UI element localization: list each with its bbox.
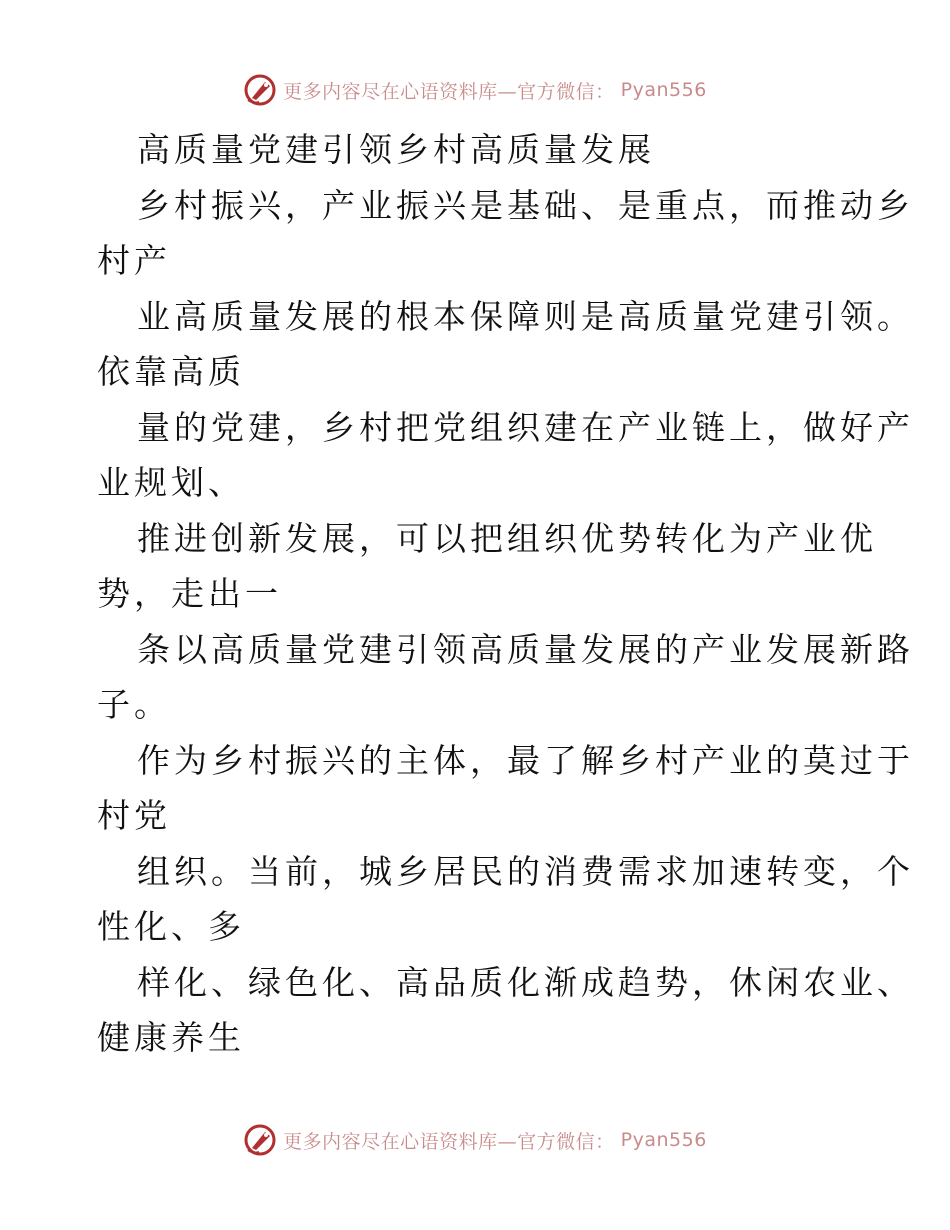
document-body (97, 122, 914, 1066)
text-line: 业规划、 (97, 463, 245, 502)
pen-nib-circle-logo-icon (243, 73, 277, 107)
text-line: 量的党建，乡村把党组织建在产业链上，做好产 (137, 407, 914, 447)
text-line: 健康养生 (97, 1018, 245, 1057)
banner-wechat-id: Pyan556 (620, 1129, 707, 1151)
text-line: 组织。当前，城乡居民的消费需求加速转变，个 (137, 851, 914, 891)
banner-text: 更多内容尽在心语资料库—官方微信： (283, 1130, 615, 1153)
pen-nib-circle-logo-icon (243, 1123, 277, 1157)
text-line: 子。 (97, 685, 171, 724)
header-banner (0, 70, 950, 110)
text-line: 推进创新发展，可以把组织优势转化为产业优 (137, 518, 877, 558)
text-line: 依靠高质 (97, 352, 245, 391)
text-line: 业高质量发展的根本保障则是高质量党建引领。 (137, 296, 914, 336)
banner-text: 更多内容尽在心语资料库—官方微信： (283, 80, 615, 103)
text-line: 村产 (97, 241, 171, 280)
text-line: 作为乡村振兴的主体，最了解乡村产业的莫过于 (137, 740, 914, 780)
footer-banner (0, 1120, 950, 1160)
text-line: 高质量党建引领乡村高质量发展 (137, 130, 655, 169)
text-line: 样化、绿色化、高品质化渐成趋势，休闲农业、 (137, 962, 914, 1002)
text-line: 势，走出一 (97, 574, 282, 613)
text-line: 性化、多 (97, 907, 245, 946)
banner-wechat-id: Pyan556 (620, 79, 707, 101)
text-line: 村党 (97, 796, 171, 835)
text-line: 条以高质量党建引领高质量发展的产业发展新路 (137, 629, 914, 669)
text-line: 乡村振兴，产业振兴是基础、是重点，而推动乡 (137, 185, 914, 225)
